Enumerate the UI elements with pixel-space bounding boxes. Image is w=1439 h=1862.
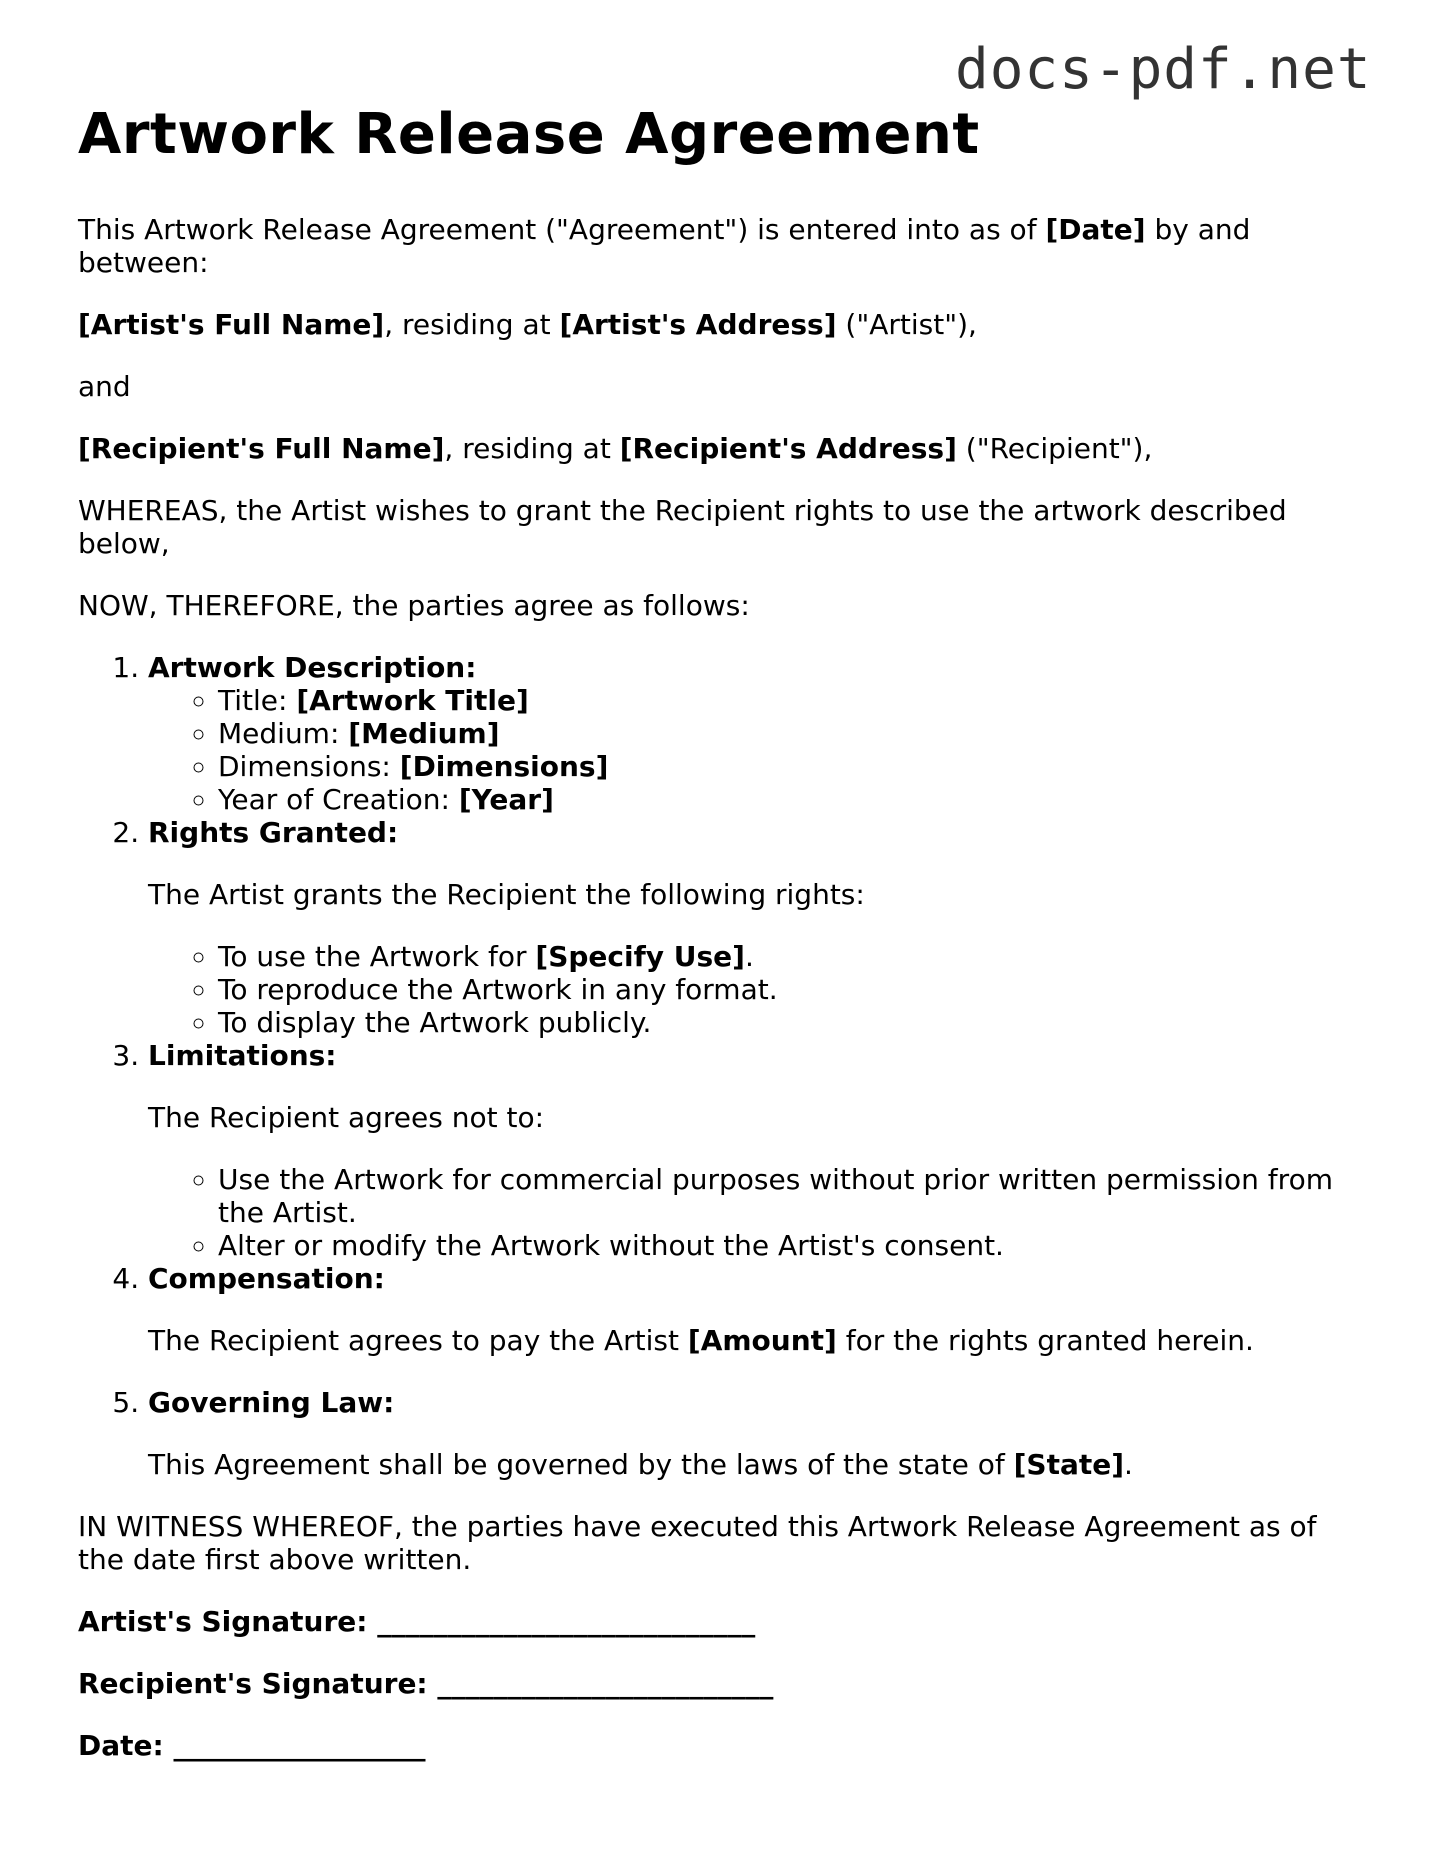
date-field: [Date] [1045, 213, 1146, 246]
recipient-name-field: [Recipient's Full Name] [78, 432, 445, 465]
artist-party: [Artist's Full Name], residing at [Artist's Address] ("Artist"), [78, 308, 977, 341]
watermark: docs-pdf.net [955, 37, 1372, 102]
section-heading: Rights Granted: [148, 816, 399, 849]
page-title: Artwork Release Agreement [78, 102, 980, 167]
recipient-address-field: [Recipient's Address] [619, 432, 957, 465]
document-body [78, 102, 1368, 1791]
rights-list [148, 940, 1368, 1039]
section-rights-granted [148, 816, 1368, 1039]
list-item: ◦ To reproduce the Artwork in any format. [218, 973, 1368, 1006]
recipient-party: [Recipient's Full Name], residing at [Recipient's Address] ("Recipient"), [78, 432, 1153, 465]
list-item: ◦ Title: [Artwork Title] [218, 684, 1368, 717]
section-artwork-description [148, 651, 1368, 816]
list-item: ◦ Use the Artwork for commercial purposes without prior written permission from the Artist. [218, 1163, 1368, 1229]
limitations-list [148, 1163, 1368, 1262]
section-heading: Governing Law: [148, 1386, 395, 1419]
section-heading: Compensation: [148, 1262, 385, 1295]
recipient-signature-line: Recipient's Signature: ________________________ [78, 1667, 774, 1700]
list-item: ◦ Dimensions: [Dimensions] [218, 750, 1368, 783]
sections-list [78, 651, 1368, 1481]
artist-signature-line: Artist's Signature: ___________________________ [78, 1605, 756, 1638]
list-item: ◦ To display the Artwork publicly. [218, 1006, 1368, 1039]
section-governing-law [148, 1386, 1368, 1481]
artist-address-field: [Artist's Address] [559, 308, 837, 341]
date-signature-line: Date: __________________ [78, 1729, 426, 1762]
section-paragraph: The Recipient agrees to pay the Artist [Amount] for the rights granted herein. [148, 1324, 1254, 1357]
state-field: [State] [1013, 1448, 1125, 1481]
recipient-signature-blank: ________________________ [437, 1667, 774, 1700]
artist-name-field: [Artist's Full Name] [78, 308, 385, 341]
list-item: ◦ Alter or modify the Artwork without the Artist's consent. [218, 1229, 1368, 1262]
description-list [148, 684, 1368, 816]
intro-paragraph: This Artwork Release Agreement ("Agreement") is entered into as of [Date] by and between: [78, 213, 1251, 279]
list-item: ◦ Medium: [Medium] [218, 717, 1368, 750]
section-heading: Limitations: [148, 1039, 337, 1072]
section-limitations [148, 1039, 1368, 1262]
section-paragraph: The Recipient agrees not to: [148, 1101, 545, 1134]
section-compensation [148, 1262, 1368, 1357]
witness-clause: IN WITNESS WHEREOF, the parties have executed this Artwork Release Agreement as of the date first above written. [78, 1510, 1317, 1576]
amount-field: [Amount] [687, 1324, 837, 1357]
list-item: ◦ Year of Creation: [Year] [218, 783, 1368, 816]
artist-signature-blank: ___________________________ [377, 1605, 756, 1638]
section-heading: Artwork Description: [148, 651, 477, 684]
now-therefore-clause: NOW, THEREFORE, the parties agree as follows: [78, 589, 750, 622]
section-paragraph: This Agreement shall be governed by the laws of the state of [State]. [148, 1448, 1133, 1481]
section-paragraph: The Artist grants the Recipient the following rights: [148, 878, 865, 911]
whereas-clause: WHEREAS, the Artist wishes to grant the Recipient rights to use the artwork described below, [78, 494, 1287, 560]
date-blank: __________________ [173, 1729, 426, 1762]
and-text: and [78, 370, 131, 403]
list-item: ◦ To use the Artwork for [Specify Use]. [218, 940, 1368, 973]
